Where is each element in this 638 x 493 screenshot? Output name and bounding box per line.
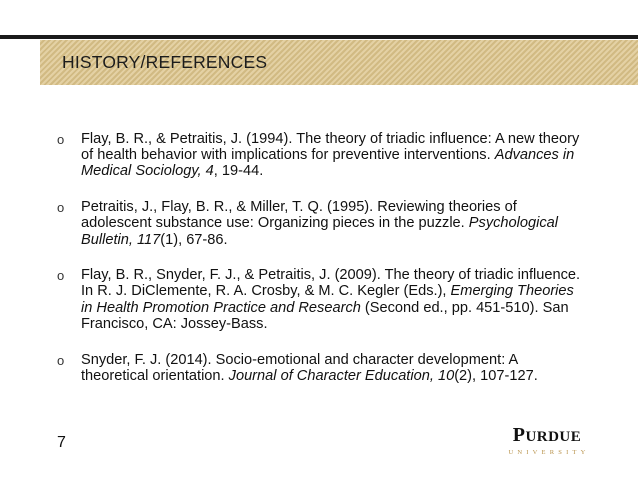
reference-item: [57, 352, 587, 384]
reference-item: [57, 267, 587, 332]
reference-list: [57, 131, 587, 403]
logo-rest: URDUE: [525, 429, 582, 445]
bullet-icon: o: [57, 268, 65, 284]
reference-pages: (Second ed., pp. 451-510). San Francisco, CA: Jossey-Bass.: [81, 299, 569, 332]
reference-text: Petraitis, J., Flay, B. R., & Miller, T. Q. (1995). Reviewing theories of adolescent substance use: Organizing pieces in the puzzle.: [81, 199, 517, 232]
reference-pages: , 19-44.: [213, 163, 264, 180]
bullet-icon: o: [57, 200, 65, 216]
logo-subtitle: UNIVERSITY: [508, 449, 590, 456]
reference-text: Snyder, F. J. (2014). Socio-emotional and character development: A theoretical orientation.: [81, 351, 518, 384]
logo-wordmark: [497, 424, 597, 448]
slide-title: HISTORY/REFERENCES: [62, 52, 268, 72]
bullet-icon: o: [57, 352, 65, 368]
page-number: 7: [57, 434, 66, 451]
reference-source: Emerging Theories in Health Promotion Practice and Research: [81, 283, 574, 316]
reference-item: [57, 199, 587, 248]
reference-pages: (1), 67-86.: [160, 231, 228, 248]
reference-pages: (2), 107-127.: [454, 367, 538, 384]
reference-source: Journal of Character Education, 10: [228, 367, 455, 384]
reference-source: Psychological Bulletin, 117: [81, 215, 559, 248]
top-rule: [0, 35, 638, 39]
logo-initial: P: [512, 424, 526, 446]
reference-item: [57, 131, 587, 180]
reference-source: Advances in Medical Sociology, 4: [81, 147, 575, 180]
reference-text: Flay, B. R., Snyder, F. J., & Petraitis, J. (2009). The theory of triadic influence. In R. J. DiClemente, R. A. Crosby, & M. C. Kegler (Eds.),: [81, 267, 581, 300]
purdue-logo: [497, 424, 597, 457]
bullet-icon: o: [57, 132, 65, 147]
reference-text: Flay, B. R., & Petraitis, J. (1994). The theory of triadic influence: A new theory of health behavior with implications for preventive interventions.: [81, 131, 580, 164]
